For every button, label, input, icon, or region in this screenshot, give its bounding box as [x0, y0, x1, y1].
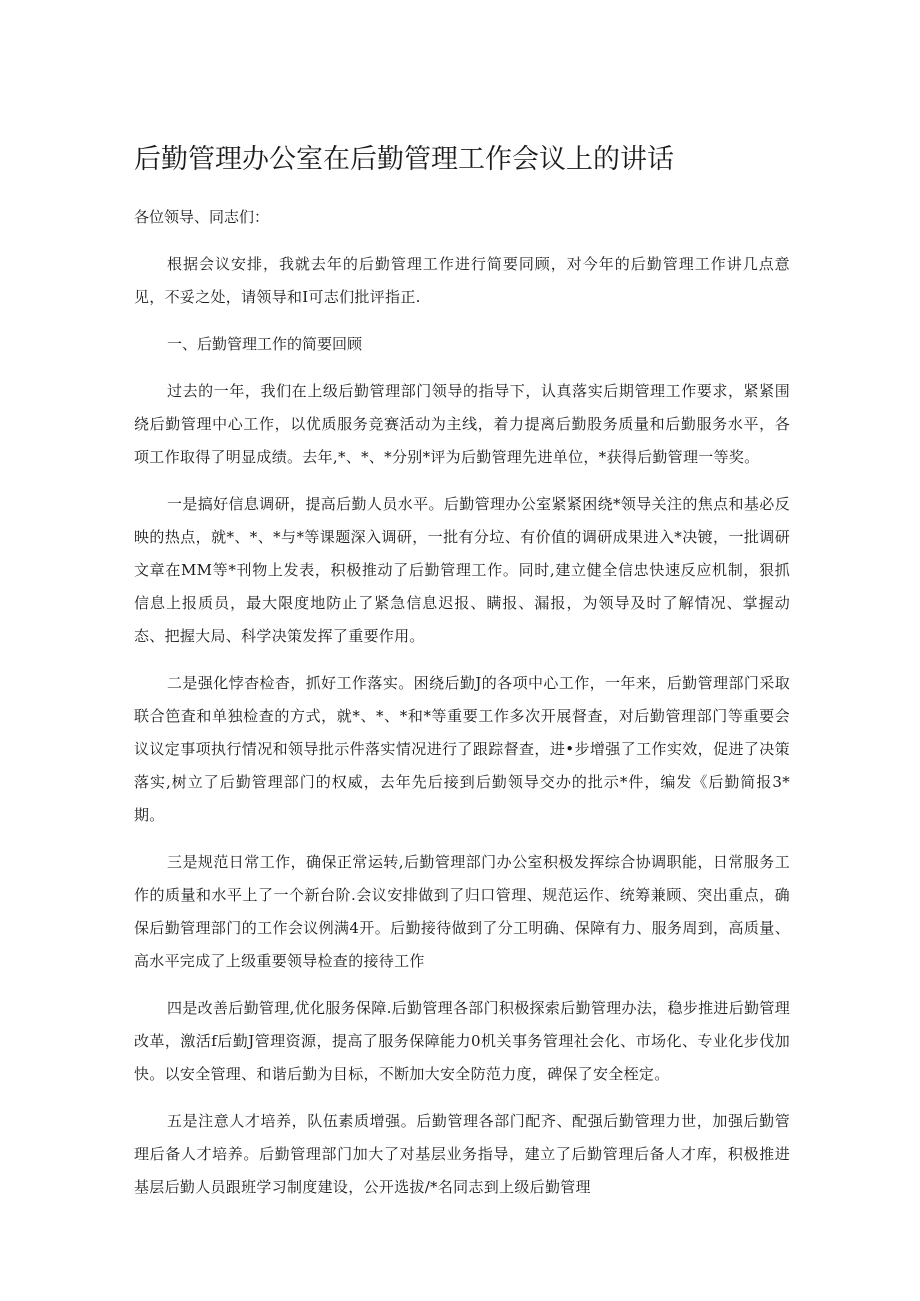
body-paragraph: 一是搞好信息调研，提高后勤人员水平。后勤管理办公室紧紧困绕*领导关注的焦点和基必反映的热点，就*、*、*与*等课题深入调研，一批有分垃、有价值的调研成果进入*决镀，一批调研文章在MM等*刊物上发表，积极推动了后勤管理工作。同时,建立健全信忠快速反应机制，狠抓信息上报质员，最大限度地防止了紧急信息迟报、瞒报、漏报，为领导及时了解情况、掌握动态、把握大局、科学决策发挥了重要作用。 — [134, 495, 790, 645]
body-paragraph: 过去的一年，我们在上级后勤管理部门领导的指导下，认真落实后期管理工作要求，紧紧围绕后勤管理中心工作，以优质服务竞赛活动为主线，着力提离后勤股务质量和后勤服务水平，各项工作取得了明显成绩。去年,*、*、*分别*评为后勤管理先进单位，*获得后勤管理一等奖。 — [134, 382, 790, 466]
body-paragraph: 二是强化悖杳检杳，抓好工作落实。困绕后勤J的各项中心工作，一年来，后勤管理部门采取联合笆査和单独检查的方式，就*、*、*和*等重要工作多次开展督查，对后勤管理部门等重要会议议定事项执行情况和领导批示件落实情况进行了跟踪督查，进•步增强了工作实效，促进了决策落实,树立了后勤管理部门的权威，去年先后接到后勤领导交办的批示*件，编发《后勤简报3*期。 — [134, 674, 790, 824]
body-paragraph: 三是规范日常工作，确保正常运转,后勤管理部门办公室积极发挥综合协调职能，日常服务工作的质量和水平上了一个新台阶.会议安排做到了归口管理、规范运作、统筹兼顾、突出重点，确保后勤管理部门的工作会议例满4开。后勤接待做到了分工明确、保障有力、服务周到，高质量、高水平完成了上级重要领导检查的接待工作 — [134, 853, 790, 970]
intro-paragraph: 根据会议安排，我就去年的后勤管理工作进行简要同顾，对今年的后勤管理工作讲几点意见，不妥之处，请领导和I可志们批评指正. — [134, 255, 790, 306]
body-paragraph: 四是改善后勤管理,优化服务保障.后勤管理各部门积极探索后勤管理办法，稳步推进后勤管理改革，激活f后勤J管理资源，提高了服务保障能力0机关事务管理社会化、市场化、专业化步伐加快。以安全管理、和谐后勤为目标，不断加大安全防范力度，碑保了安全桎定。 — [134, 999, 790, 1083]
document-title: 后勤管理办公室在后勤管理工作会议上的讲话 — [134, 144, 674, 175]
section-heading: 一、后勤管理工作的简要回顾 — [167, 335, 363, 353]
salutation: 各位领导、同志们： — [134, 208, 270, 226]
document-body — [134, 140, 790, 1218]
body-paragraph: 五是注意人才培养，队伍素质增强。后勤管理各部门配齐、配强后勤管理力世，加强后勤管理后备人才培养。后勤管理部门加大了对基层业务指导，建立了后勤管理后备人才库，积极推进基层后勤人员跟班学习制度建设，公开选拔/*名同志到上级后勤管理 — [134, 1112, 790, 1196]
